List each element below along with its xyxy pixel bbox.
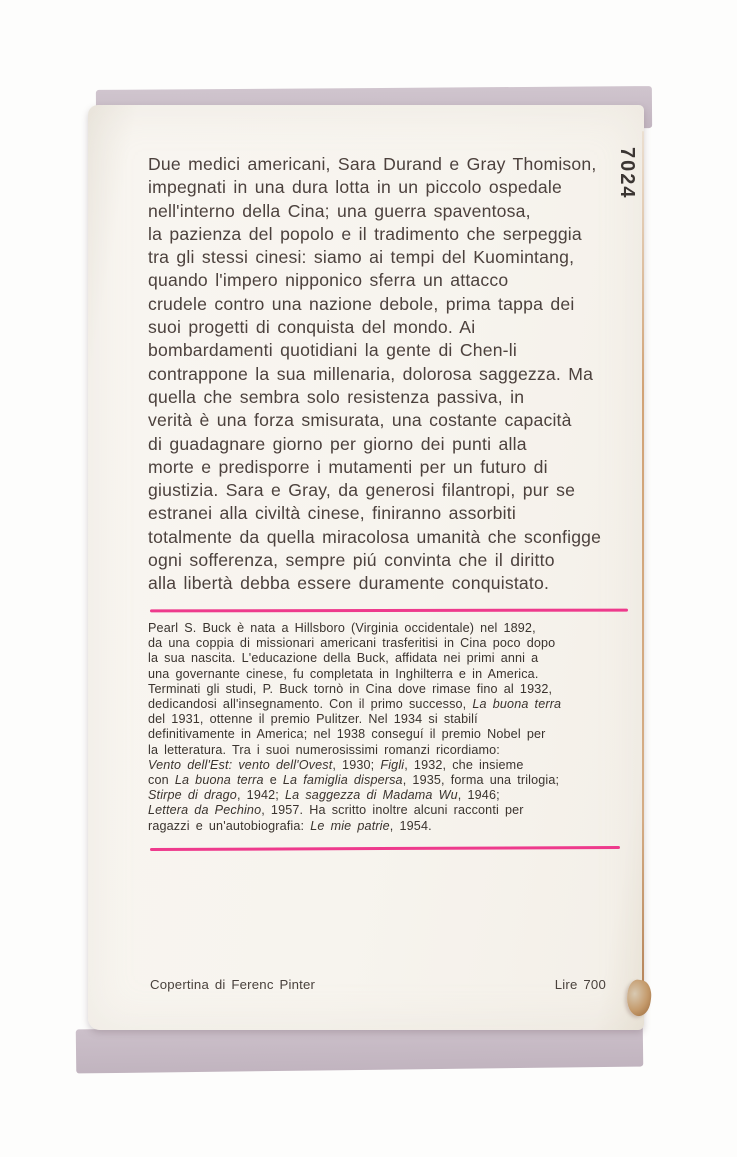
bio-line: dedicandosi all'insegnamento. Con il primo successo, La buona terra bbox=[148, 697, 562, 712]
bio-line: Vento dell'Est: vento dell'Ovest, 1930; Figli, 1932, che insieme bbox=[148, 757, 524, 772]
synopsis-line: ogni sofferenza, sempre piú convinta che il diritto bbox=[148, 550, 555, 571]
synopsis-line: alla libertà debba essere duramente conquistato. bbox=[148, 573, 550, 594]
bio-line: la letteratura. Tra i suoi numerosissimi romanzi ricordiamo: bbox=[148, 742, 500, 757]
bio-line: ragazzi e un'autobiografia: Le mie patrie, 1954. bbox=[148, 818, 432, 833]
bio-line: una governante cinese, fu completata in Inghilterra e in America. bbox=[148, 666, 539, 681]
worn-edge bbox=[642, 131, 644, 987]
page-block-edge-bottom bbox=[76, 1023, 643, 1074]
bio-line: Terminati gli studi, P. Buck tornò in Cina dove rimase fino al 1932, bbox=[148, 681, 553, 696]
synopsis-line: Due medici americani, Sara Durand e Gray Thomison, bbox=[148, 154, 597, 174]
synopsis-line: tra gli stessi cinesi: siamo ai tempi del Kuomintang, bbox=[148, 247, 575, 268]
footer-row bbox=[150, 977, 606, 992]
synopsis-line: impegnati in una dura lotta in un piccolo ospedale bbox=[148, 177, 562, 198]
bio-line: definitivamente in America; nel 1938 conseguí il premio Nobel per bbox=[148, 727, 546, 742]
synopsis-line: quando l'impero nipponico sferra un attacco bbox=[148, 270, 509, 291]
divider-rule-top bbox=[150, 609, 628, 613]
bio-line: Pearl S. Buck è nata a Hillsboro (Virginia occidentale) nel 1892, bbox=[148, 621, 536, 635]
synopsis-line: estranei alla civiltà cinese, finiranno assorbiti bbox=[148, 503, 516, 524]
synopsis-line: giustizia. Sara e Gray, da generosi filantropi, pur se bbox=[148, 480, 576, 501]
synopsis-line: crudele contro una nazione debole, prima tappa dei bbox=[148, 293, 575, 314]
synopsis-line: suoi progetti di conquista del mondo. Ai bbox=[148, 317, 476, 338]
author-biography bbox=[148, 621, 561, 834]
synopsis-line: verità è una forza smisurata, una costante capacità bbox=[148, 410, 572, 431]
price-label: Lire 700 bbox=[554, 977, 606, 992]
bio-line: con La buona terra e La famiglia dispersa, 1935, forma una trilogia; bbox=[148, 773, 560, 788]
back-cover bbox=[88, 105, 644, 1030]
book bbox=[75, 84, 657, 1080]
synopsis-line: quella che sembra solo resistenza passiva, in bbox=[148, 386, 525, 407]
synopsis-line: di guadagnare giorno per giorno dei punti alla bbox=[148, 433, 527, 454]
bio-line: del 1931, ottenne il premio Pulitzer. Nel 1934 si stabilí bbox=[148, 712, 478, 727]
bio-line: la sua nascita. L'educazione della Buck, affidata nei primi anni a bbox=[148, 651, 539, 666]
divider-rule-bottom bbox=[150, 846, 620, 851]
synopsis-line: nell'interno della Cina; una guerra spaventosa, bbox=[148, 200, 531, 221]
synopsis-line: totalmente da quella miracolosa umanità che sconfigge bbox=[148, 526, 602, 547]
synopsis-line: morte e predisporre i mutamenti per un futuro di bbox=[148, 456, 548, 477]
synopsis-line: bombardamenti quotidiani la gente di Chen-li bbox=[148, 340, 517, 361]
synopsis-text bbox=[148, 153, 601, 596]
bio-line: Stirpe di drago, 1942; La saggezza di Madama Wu, 1946; bbox=[148, 788, 500, 803]
bio-line: da una coppia di missionari americani trasferitisi in Cina poco dopo bbox=[148, 636, 556, 651]
synopsis-line: la pazienza del popolo e il tradimento che serpeggia bbox=[148, 223, 582, 244]
cover-credit: Copertina di Ferenc Pinter bbox=[150, 977, 316, 992]
synopsis-line: contrappone la sua millenaria, dolorosa saggezza. Ma bbox=[148, 363, 594, 384]
curled-corner bbox=[625, 979, 654, 1018]
bio-line: Lettera da Pechino, 1957. Ha scritto inoltre alcuni racconti per bbox=[148, 803, 524, 818]
catalog-number: 7024 bbox=[616, 147, 638, 200]
